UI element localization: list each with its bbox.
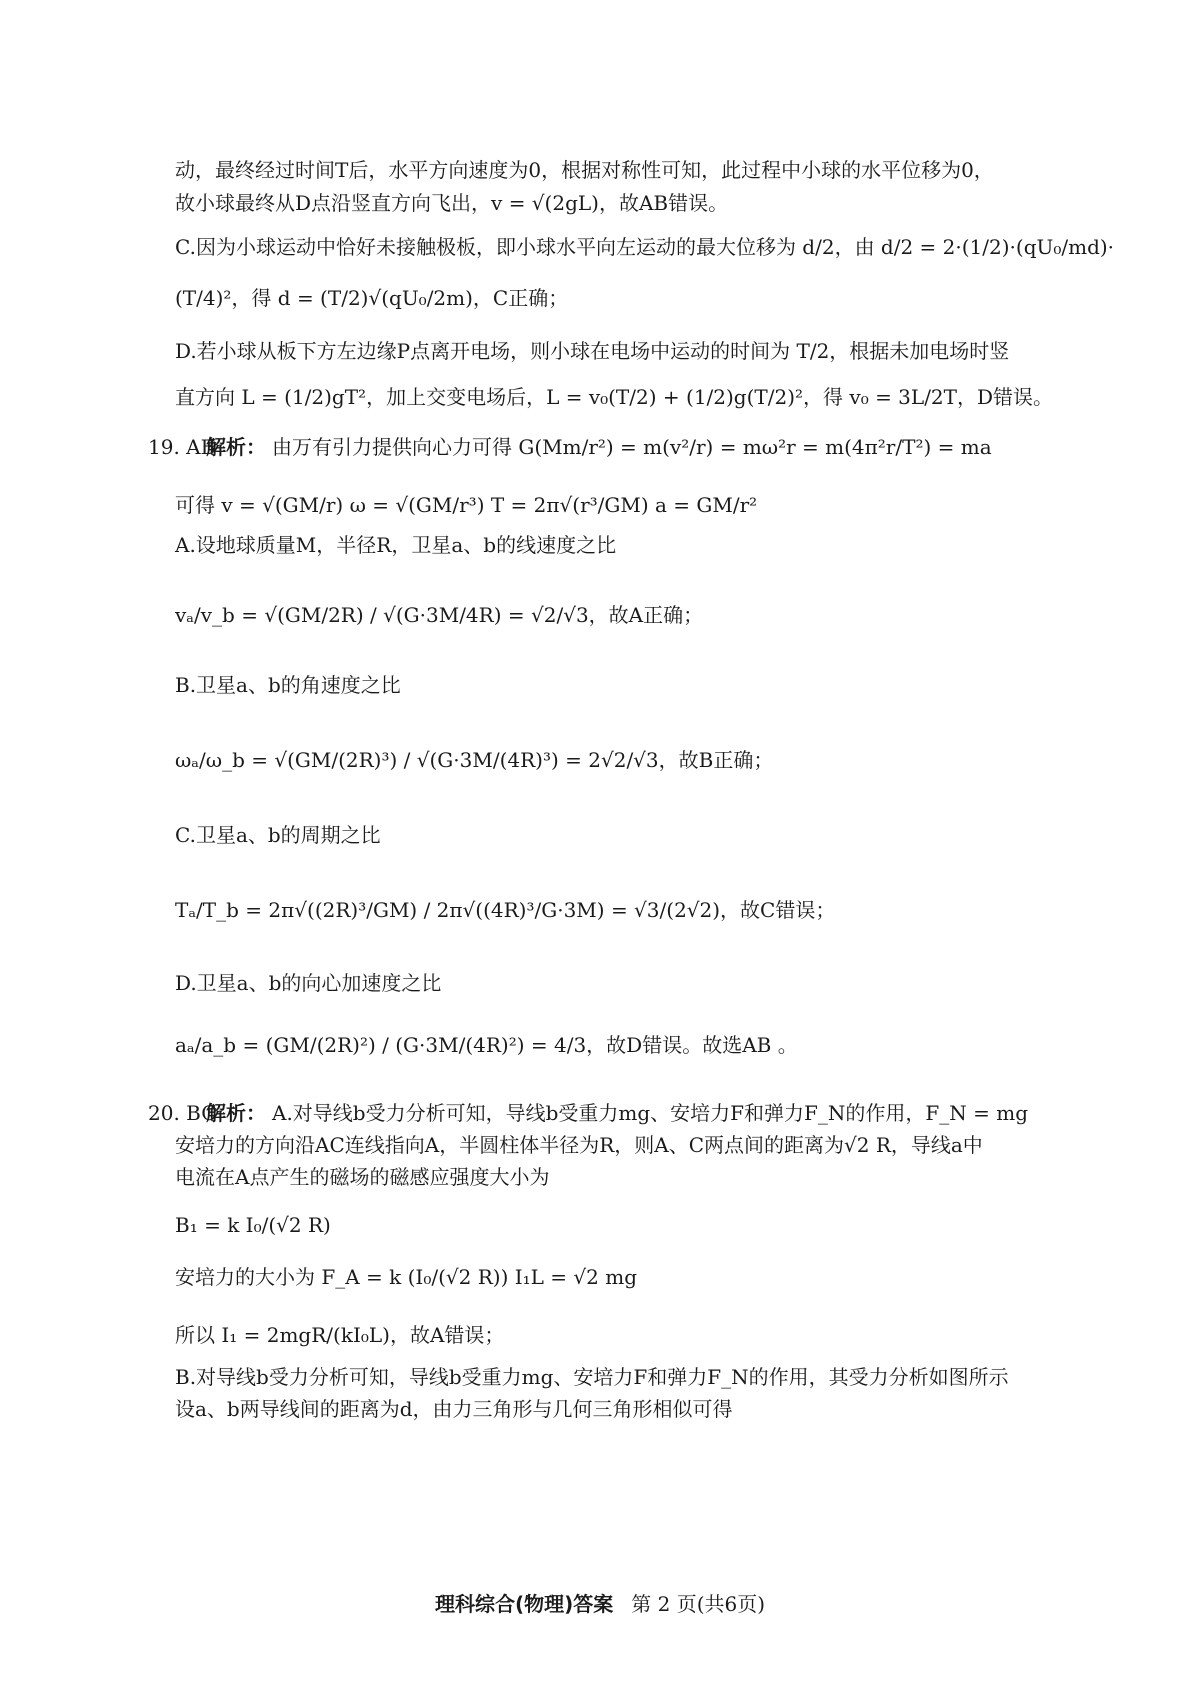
formula-line: 所以 I₁ = 2mgR/(kI₀L)，故A错误； (175, 1323, 505, 1347)
text-line: D.若小球从板下方左边缘P点离开电场，则小球在电场中运动的时间为 T/2，根据未加电场时竖 (175, 339, 1010, 363)
text-line: D.卫星a、b的向心加速度之比 (175, 971, 442, 995)
page-footer (0, 1588, 1200, 1617)
question-number: 19. AB (148, 435, 216, 459)
formula-line: B₁ = k I₀/(√2 R) (175, 1213, 331, 1237)
formula-line: aₐ/a_b = (GM/(2R)²) / (G·3M/(4R)²) = 4/3，故D错误。故选AB 。 (175, 1033, 798, 1057)
formula-line: Tₐ/T_b = 2π√((2R)³/GM) / 2π√((4R)³/G·3M) = √3/(2√2)，故C错误； (175, 898, 836, 922)
text-line: 电流在A点产生的磁场的磁感应强度大小为 (175, 1165, 550, 1189)
text-line: B.对导线b受力分析可知，导线b受重力mg、安培力F和弹力F_N的作用，其受力分析如图所示 (175, 1365, 1009, 1389)
text-line: C.因为小球运动中恰好未接触极板，即小球水平向左运动的最大位移为 d/2，由 d/2 = 2·(1/2)·(qU₀/md)· (175, 235, 1115, 259)
text-line: 直方向 L = (1/2)gT²，加上交变电场后，L = v₀(T/2) + (1/2)g(T/2)²，得 v₀ = 3L/2T，D错误。 (175, 385, 1054, 409)
question-19-header (148, 432, 1060, 462)
text-line: (T/4)²，得 d = (T/2)√(qU₀/2m)，C正确； (175, 286, 569, 310)
question-20-header (148, 1098, 1060, 1128)
question-number: 20. BC (148, 1101, 217, 1125)
formula-line: vₐ/v_b = √(GM/2R) / √(G·3M/4R) = √2/√3，故A正确； (175, 603, 704, 627)
text-line: 设a、b两导线间的距离为d，由力三角形与几何三角形相似可得 (175, 1397, 733, 1421)
analysis-label: 解析： (206, 435, 266, 459)
text-line: 故小球最终从D点沿竖直方向飞出，v = √(2gL)，故AB错误。 (175, 191, 729, 215)
text-line: 动，最终经过时间T后，水平方向速度为0，根据对称性可知，此过程中小球的水平位移为0， (175, 158, 994, 182)
formula-line: ωₐ/ω_b = √(GM/(2R)³) / √(G·3M/(4R)³) = 2√2/√3，故B正确； (175, 748, 774, 772)
page-number: 第 2 页(共6页) (631, 1592, 766, 1616)
analysis-label: 解析： (206, 1101, 266, 1125)
analysis-lead: 由万有引力提供向心力可得 G(Mm/r²) = m(v²/r) = mω²r = m(4π²r/T²) = ma (272, 435, 992, 459)
formula-line: 安培力的大小为 F_A = k (I₀/(√2 R)) I₁L = √2 mg (175, 1265, 638, 1289)
text-line: 安培力的方向沿AC连线指向A，半圆柱体半径为R，则A、C两点间的距离为√2 R，导线a中 (175, 1133, 983, 1157)
text-line: B.卫星a、b的角速度之比 (175, 673, 401, 697)
footer-title: 理科综合(物理)答案 (434, 1592, 614, 1616)
analysis-lead: A.对导线b受力分析可知，导线b受重力mg、安培力F和弹力F_N的作用，F_N = mg (272, 1101, 1029, 1125)
text-line: A.设地球质量M，半径R，卫星a、b的线速度之比 (175, 533, 617, 557)
text-line: C.卫星a、b的周期之比 (175, 823, 381, 847)
formula-line: 可得 v = √(GM/r) ω = √(GM/r³) T = 2π√(r³/GM) a = GM/r² (175, 493, 758, 517)
